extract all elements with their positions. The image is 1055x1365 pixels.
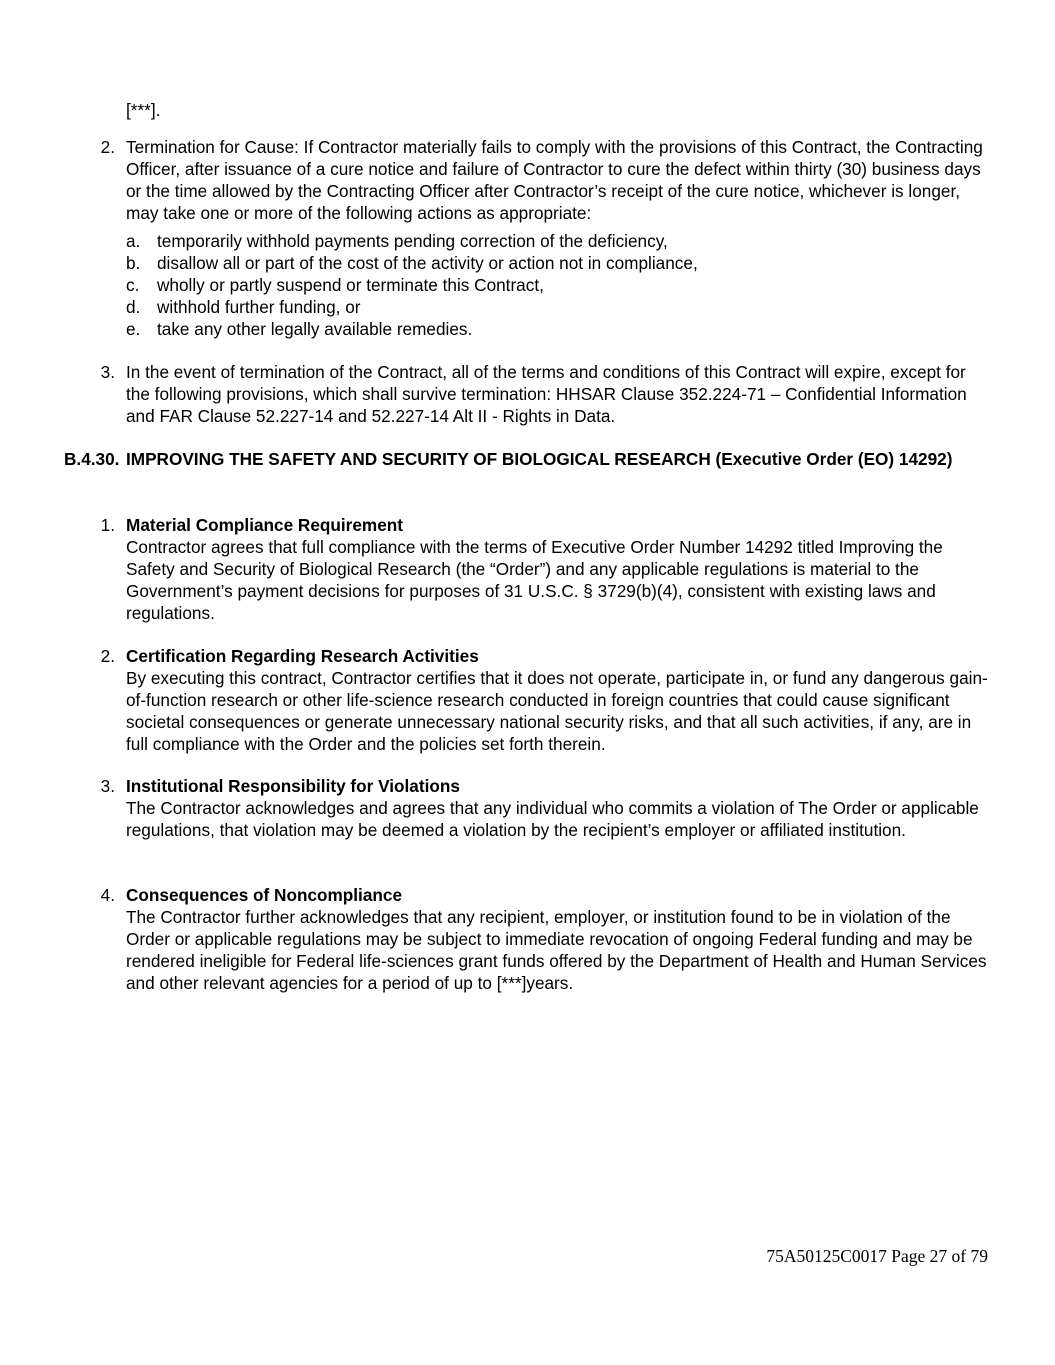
sub-text: take any other legally available remedies. xyxy=(157,319,473,339)
sub-text: disallow all or part of the cost of the activity or action not in compliance, xyxy=(157,253,698,273)
item-text: The Contractor acknowledges and agrees that any individual who commits a violation of The Order or applicable regulations, that violation may be deemed a violation by the recipient’s employer or affiliated institution. xyxy=(126,798,979,840)
item-text: Contractor agrees that full compliance with the terms of Executive Order Number 14292 titled Improving the Safety and Security of Biological Research (the “Order”) and any applicable regulations is material to the Government’s payment decisions for purposes of 31 U.S.C. § 3729(b)(4), consistent with existing laws and regulations. xyxy=(126,537,943,623)
sub-letter: a. xyxy=(126,231,141,251)
item-number: 4. xyxy=(100,885,115,905)
section-number: B.4.30. xyxy=(64,449,120,469)
item-text: Termination for Cause: If Contractor materially fails to comply with the provisions of this Contract, the Contracting Officer, after issuance of a cure notice and failure of Contractor to cure the defect within thirty (30) business days or the time allowed by the Contracting Officer after Contractor’s receipt of the cure notice, whichever is longer, may take one or more of the following actions as appropriate: xyxy=(126,137,983,223)
item-heading: Institutional Responsibility for Violations xyxy=(126,776,460,796)
sub-letter: c. xyxy=(126,275,140,295)
sub-letter: b. xyxy=(126,253,141,273)
item-text: The Contractor further acknowledges that any recipient, employer, or institution found to be in violation of the Order or applicable regulations may be subject to immediate revocation of ongoing Federal funding and may be rendered ineligible for Federal life-sciences grant funds offered by the Department of Health and Human Services and other relevant agencies for a period of up to [***]years. xyxy=(126,907,987,993)
item-heading: Certification Regarding Research Activities xyxy=(126,646,479,666)
item-text: In the event of termination of the Contract, all of the terms and conditions of this Contract will expire, except for the following provisions, which shall survive termination: HHSAR Clause 352.224-71 – Confidential Information and FAR Clause 52.227-14 and 52.227-14 Alt II - Rights in Data. xyxy=(126,362,967,426)
item-heading: Consequences of Noncompliance xyxy=(126,885,403,905)
item-number: 1. xyxy=(100,515,115,535)
sub-text: wholly or partly suspend or terminate this Contract, xyxy=(157,275,544,295)
item-number: 2. xyxy=(100,646,115,666)
sub-text: withhold further funding, or xyxy=(157,297,361,317)
item-text: By executing this contract, Contractor certifies that it does not operate, participate in, or fund any dangerous gain-of-function research or other life-science research conducted in foreign countries that could cause significant societal consequences or generate unnecessary national security risks, and that all such activities, if any, are in full compliance with the Order and the policies set forth therein. xyxy=(126,668,988,754)
item-heading: Material Compliance Requirement xyxy=(126,515,403,535)
sub-text: temporarily withhold payments pending correction of the deficiency, xyxy=(157,231,668,251)
page-footer: 75A50125C0017 Page 27 of 79 xyxy=(766,1246,988,1266)
item-number: 2. xyxy=(100,137,115,157)
sub-letter: d. xyxy=(126,297,141,317)
item-number: 3. xyxy=(100,776,115,796)
item-number: 3. xyxy=(100,362,115,382)
sub-letter: e. xyxy=(126,319,141,339)
section-title: IMPROVING THE SAFETY AND SECURITY OF BIOLOGICAL RESEARCH (Executive Order (EO) 14292) xyxy=(126,449,953,469)
continuation-text: [***]. xyxy=(126,100,161,120)
